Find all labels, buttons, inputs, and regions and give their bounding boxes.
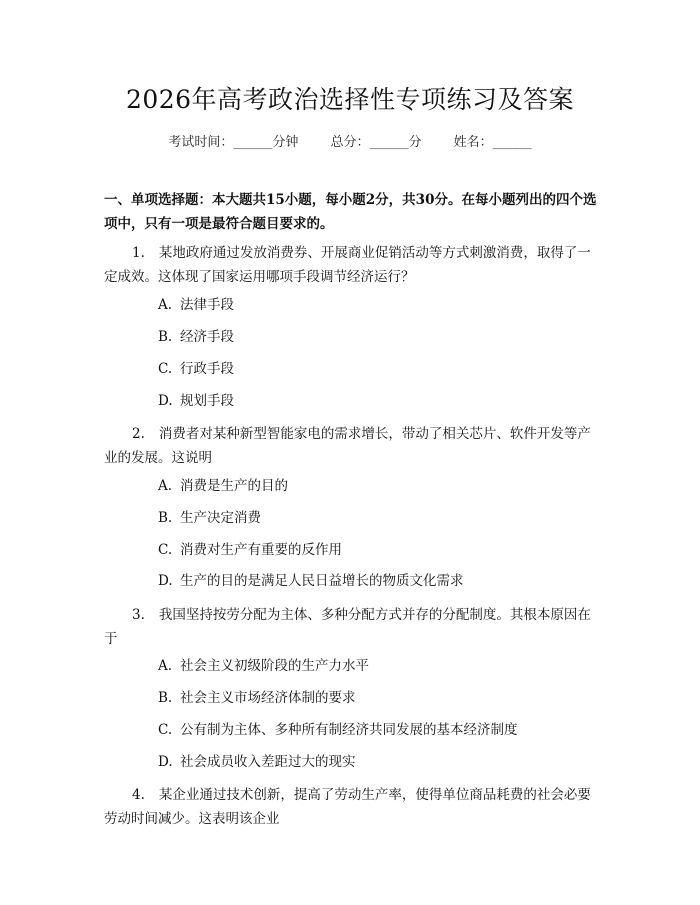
option-3a [158, 656, 600, 676]
question-4 [104, 783, 600, 831]
student-name-field: 姓名：______ [453, 135, 532, 150]
question-text: 某企业通过技术创新，提高了劳动生产率，使得单位商品耗费的社会必要劳动时间减少。这表明该企业 [104, 787, 591, 827]
option-text: 社会成员收入差距过大的现实 [180, 754, 356, 770]
option-text: 公有制为主体、多种所有制经济共同发展的基本经济制度 [180, 722, 518, 738]
option-text: 消费对生产有重要的反作用 [180, 542, 342, 558]
option-2d [158, 571, 600, 591]
option-letter: A. [158, 478, 173, 494]
option-letter: B. [158, 329, 173, 345]
option-1b [158, 327, 600, 347]
question-text: 消费者对某种新型智能家电的需求增长，带动了相关芯片、软件开发等产业的发展。这说明 [104, 426, 591, 466]
option-2a [158, 476, 600, 496]
question-number: 4. [132, 787, 145, 803]
question-3 [104, 603, 600, 651]
option-letter: D. [158, 573, 173, 589]
question-text: 我国坚持按劳分配为主体、多种分配方式并存的分配制度。其根本原因在于 [104, 607, 591, 647]
exam-time-field: 考试时间：______分钟 [168, 135, 299, 150]
option-letter: A. [158, 297, 173, 313]
option-text: 消费是生产的目的 [180, 478, 288, 494]
option-text: 规划手段 [180, 393, 234, 409]
option-letter: C. [158, 722, 173, 738]
option-letter: C. [158, 542, 173, 558]
option-2b [158, 508, 600, 528]
question-1 [104, 241, 600, 289]
question-2 [104, 422, 600, 470]
option-text: 行政手段 [180, 361, 234, 377]
option-2c [158, 540, 600, 560]
option-letter: A. [158, 658, 173, 674]
section-heading: 一、单项选择题：本大题共15小题，每小题2分，共30分。在每小题列出的四个选项中，只有一项是最符合题目要求的。 [104, 192, 597, 232]
option-letter: C. [158, 361, 173, 377]
option-1a [158, 295, 600, 315]
exam-meta [0, 131, 700, 150]
option-1d [158, 391, 600, 411]
option-3c [158, 720, 600, 740]
option-text: 社会主义市场经济体制的要求 [180, 690, 356, 706]
question-number: 1. [132, 245, 145, 261]
option-letter: D. [158, 393, 173, 409]
option-1c [158, 359, 600, 379]
option-text: 法律手段 [180, 297, 234, 313]
option-text: 生产的目的是满足人民日益增长的物质文化需求 [180, 573, 464, 589]
option-3d [158, 752, 600, 772]
option-text: 生产决定消费 [180, 510, 261, 526]
question-number: 3. [132, 607, 145, 623]
option-letter: B. [158, 510, 173, 526]
question-text: 某地政府通过发放消费券、开展商业促销活动等方式刺激消费，取得了一定成效。这体现了国家运用哪项手段调节经济运行？ [104, 245, 591, 285]
question-number: 2. [132, 426, 145, 442]
option-letter: B. [158, 690, 173, 706]
option-text: 社会主义初级阶段的生产力水平 [180, 658, 369, 674]
total-score-field: 总分：______分 [330, 135, 422, 150]
option-text: 经济手段 [180, 329, 234, 345]
option-3b [158, 688, 600, 708]
page-title: 2026年高考政治选择性专项练习及答案 [125, 85, 575, 114]
option-letter: D. [158, 754, 173, 770]
